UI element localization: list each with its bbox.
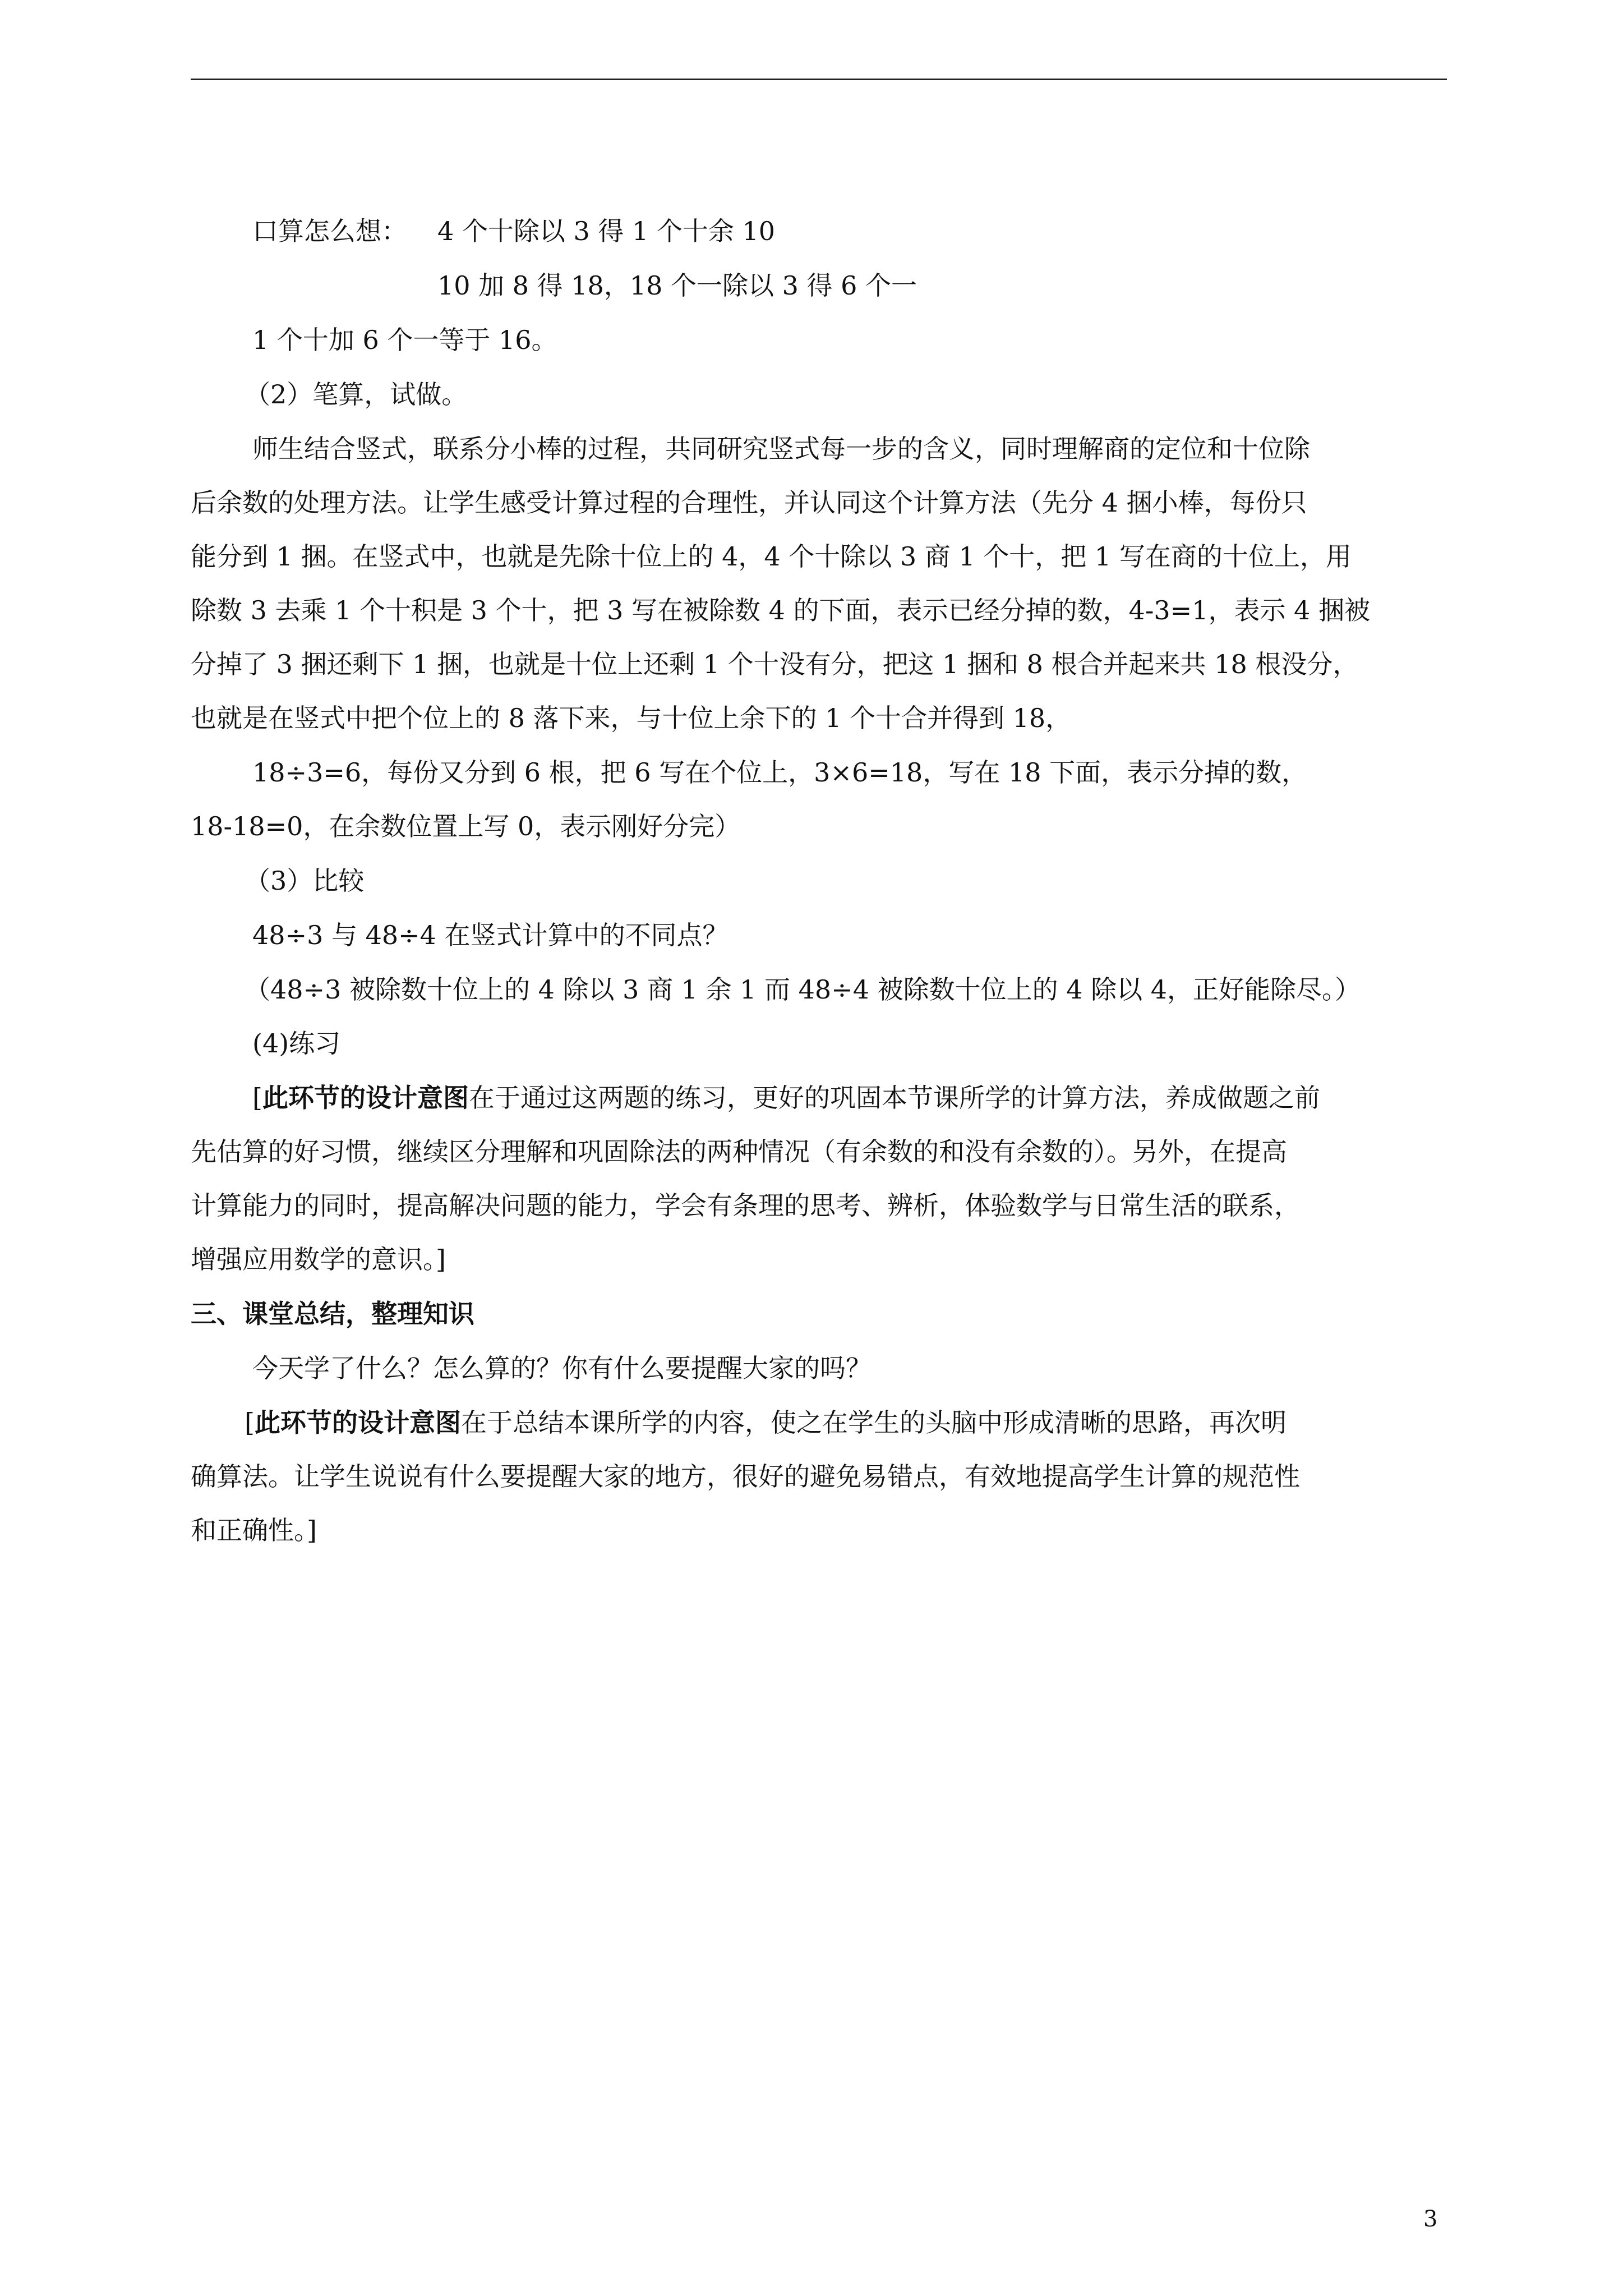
paragraph-line: 18÷3=6，每份又分到 6 根，把 6 写在个位上，3×6=18，写在 18 下面，表示分掉的数， (252, 757, 1308, 788)
design-intent-label: 此环节的设计意图 (254, 1407, 461, 1438)
summary-question: 今天学了什么？怎么算的？你有什么要提醒大家的吗？ (252, 1353, 872, 1383)
design-intent-2-line (245, 1406, 1287, 1439)
paragraph-line: 后余数的处理方法。让学生感受计算过程的合理性，并认同这个计算方法（先分 4 捆小棒，每份只 (191, 487, 1307, 518)
paragraph-line: 能分到 1 捆。在竖式中，也就是先除十位上的 4，4 个十除以 3 商 1 个十，把 1 写在商的十位上，用 (191, 541, 1352, 572)
compare-answer: （48÷3 被除数十位上的 4 除以 3 商 1 余 1 而 48÷4 被除数十位上的 4 除以 4，正好能除尽。） (245, 974, 1361, 1005)
oral-calc-step-1: 4 个十除以 3 得 1 个十余 10 (437, 216, 776, 246)
bracket-open: [ (245, 1407, 255, 1438)
paragraph-line: 和正确性。] (191, 1515, 317, 1545)
compare-question: 48÷3 与 48÷4 在竖式计算中的不同点？ (252, 920, 728, 950)
step-3-title: （3）比较 (245, 866, 365, 896)
oral-calc-step-3: 1 个十加 6 个一等于 16。 (252, 325, 557, 355)
paragraph-line: 计算能力的同时，提高解决问题的能力，学会有条理的思考、辨析，体验数学与日常生活的联系， (191, 1190, 1300, 1221)
oral-calc-label: 口算怎么想： (252, 216, 407, 246)
design-intent-text: 在于通过这两题的练习，更好的巩固本节课所学的计算方法，养成做题之前 (468, 1083, 1320, 1113)
page-number: 3 (1423, 2206, 1438, 2232)
bracket-open: [ (252, 1083, 262, 1113)
step-2-title: （2）笔算，试做。 (245, 379, 468, 409)
design-intent-text: 在于总结本课所学的内容，使之在学生的头脑中形成清晰的思路，再次明 (460, 1407, 1287, 1438)
header-rule (191, 79, 1447, 80)
paragraph-line: 增强应用数学的意识。] (191, 1244, 446, 1274)
paragraph-line: 18-18=0，在余数位置上写 0，表示刚好分完） (191, 811, 741, 841)
paragraph-line: 先估算的好习惯，继续区分理解和巩固除法的两种情况（有余数的和没有余数的）。另外，在提高 (191, 1137, 1287, 1167)
design-intent-1-line (252, 1081, 1320, 1115)
oral-calc-step-2: 10 加 8 得 18，18 个一除以 3 得 6 个一 (437, 270, 917, 301)
design-intent-label: 此环节的设计意图 (262, 1083, 469, 1113)
paragraph-line: 也就是在竖式中把个位上的 8 落下来，与十位上余下的 1 个十合并得到 18， (191, 703, 1072, 733)
paragraph-line: 除数 3 去乘 1 个十积是 3 个十，把 3 写在被除数 4 的下面，表示已经分掉的数，4-3=1，表示 4 捆被 (191, 595, 1370, 625)
paragraph-line: 确算法。让学生说说有什么要提醒大家的地方，很好的避免易错点，有效地提高学生计算的规范性 (191, 1461, 1300, 1492)
step-4-title: (4)练习 (252, 1028, 341, 1059)
paragraph-line: 师生结合竖式，联系分小棒的过程，共同研究竖式每一步的含义，同时理解商的定位和十位除 (252, 434, 1310, 464)
paragraph-line: 分掉了 3 捆还剩下 1 捆，也就是十位上还剩 1 个十没有分，把这 1 捆和 8 根合并起来共 18 根没分， (191, 649, 1359, 679)
section-3-heading: 三、课堂总结，整理知识 (191, 1299, 474, 1329)
